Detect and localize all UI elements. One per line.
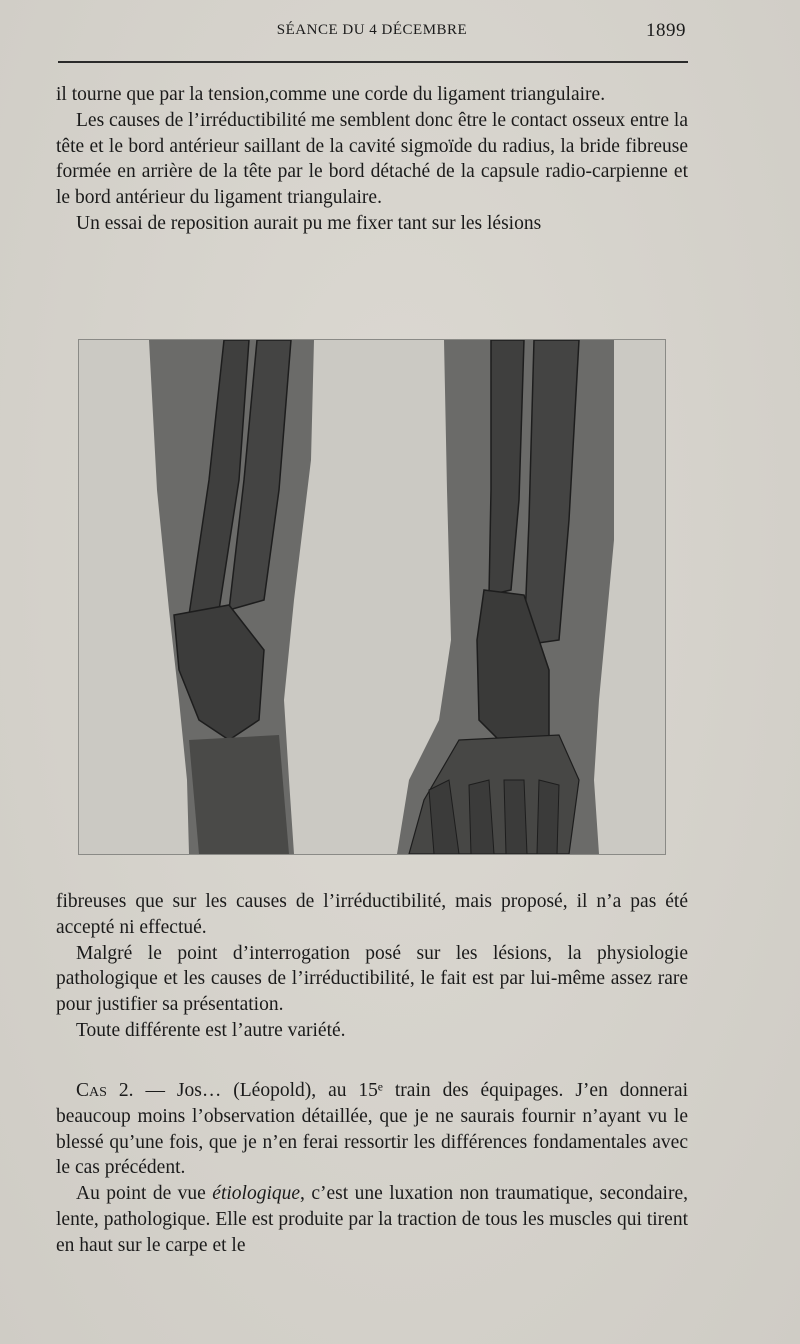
etiology-paragraph — [56, 1181, 688, 1258]
running-header — [58, 20, 686, 46]
case-label: Cas 2. — [76, 1080, 134, 1101]
text-before-figure — [56, 82, 688, 237]
xray-forearm-wrist-image — [79, 340, 665, 854]
paragraph: Toute différente est l’autre variété. — [76, 1019, 346, 1041]
case-2-text: — Jos… (Léopold), au 15ᵉ train des équipages. J’en donnerai beaucoup moins l’observation détaillée, que je ne saurais fournir n’ayant vu le blessé qu’une fois, que je n’en ferai ressortir les différences fondamentales avec le cas précédent. — [56, 1080, 688, 1179]
page-number: 1899 — [646, 20, 686, 41]
case-2-paragraph — [56, 1078, 688, 1181]
paragraph: Un essai de reposition aurait pu me fixer tant sur les lésions — [76, 212, 542, 234]
header-title: SÉANCE DU 4 DÉCEMBRE — [276, 22, 468, 38]
etiology-text-start: Au point de vue — [76, 1183, 213, 1205]
paragraph: fibreuses que sur les causes de l’irréductibilité, mais proposé, il n’a pas été accepté ni effectué. — [56, 891, 688, 938]
header-rule — [58, 61, 688, 63]
text-after-figure — [56, 889, 688, 1044]
paragraph: Les causes de l’irréductibilité me semblent donc être le contact osseux entre la tête et le bord antérieur saillant de la cavité sigmoïde du radius, la bride fibreuse formée en arrière de la tête par le bord détaché de la capsule radio-carpienne et le bord antérieur du ligament triangulaire. — [56, 109, 688, 209]
left-hand-bones — [189, 735, 289, 854]
paragraph: il tourne que par la tension,comme une corde du ligament triangulaire. — [56, 84, 606, 105]
etiology-text-rest: , c’est une luxation non traumatique, secondaire, lente, pathologique. Elle est produite par la traction de tous les muscles qui tirent en haut sur le carpe et le — [56, 1183, 688, 1256]
etiology-italic-term: étiologique — [212, 1183, 301, 1205]
paragraph: Malgré le point d’interrogation posé sur les lésions, la physiologie pathologique et les causes de l’irréductibilité, le fait est par lui-même assez rare pour justifier sa présentation. — [56, 942, 688, 1016]
case-2-section — [56, 1078, 688, 1259]
xray-figure — [78, 339, 666, 855]
